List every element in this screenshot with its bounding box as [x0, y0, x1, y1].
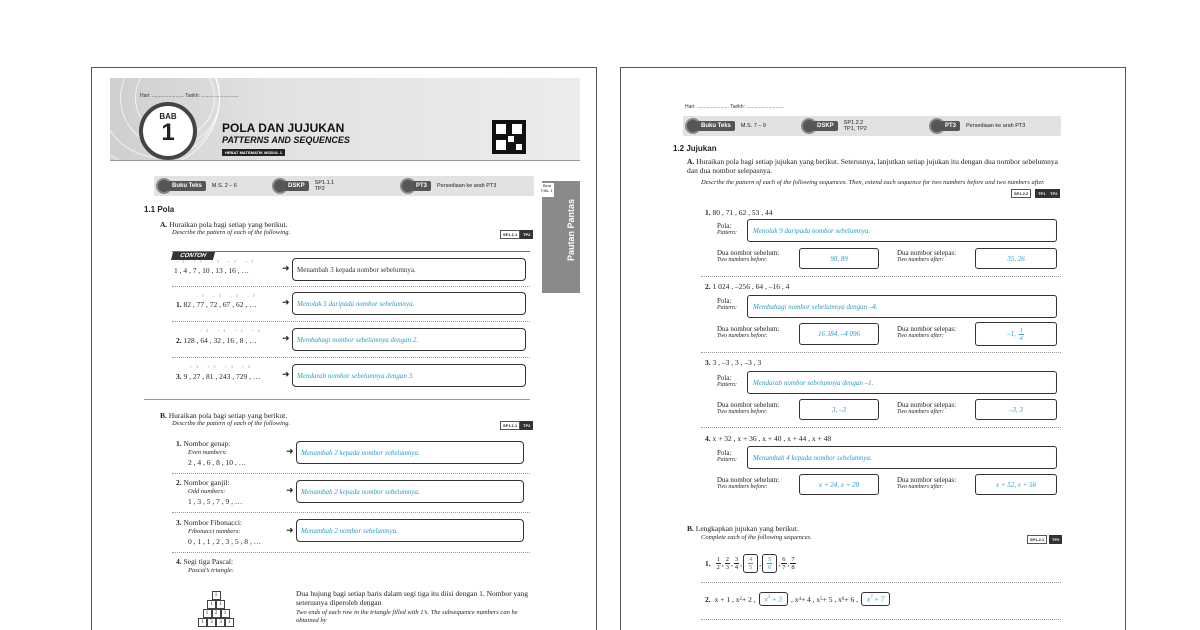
b-item-name-en: Odd numbers: — [188, 488, 226, 495]
after-label: Dua nombor selepas: — [897, 401, 957, 409]
example-banner: CONTOH — [172, 244, 530, 252]
before-label-en: Two numbers before: — [717, 333, 768, 339]
pola-label: Pola: — [717, 374, 732, 382]
divider — [172, 286, 530, 287]
chapter-label: BAB — [159, 112, 177, 121]
before-label: Dua nombor sebelum: — [717, 249, 780, 257]
pattern-answer-box[interactable]: Menolak 9 daripada nombor sebelumnya. — [747, 219, 1057, 242]
divider — [701, 582, 1061, 583]
section-rule — [144, 399, 530, 400]
pola-label: Pola: — [717, 449, 732, 457]
pt3-ref: PT3 Persediaan ke arah PT3 — [929, 118, 1025, 134]
b-item-name: 3. Nombor Fibonacci: — [176, 518, 243, 527]
tp-badge: TP2 — [520, 230, 533, 239]
divider — [172, 357, 530, 358]
question-A-text-en: Describe the pattern of each of the following. — [172, 229, 291, 236]
after-label: Dua nombor selepas: — [897, 249, 957, 257]
after-label-en: Two numbers after: — [897, 257, 944, 263]
pattern-label: Pattern: — [717, 457, 737, 463]
b-item-name-en: Even numbers: — [188, 449, 228, 456]
before-label-en: Two numbers before: — [717, 257, 768, 263]
textbook-ref: Buku Teks M.S. 7 – 9 — [685, 118, 766, 134]
example-sequence: 1 , 4 , 7 , 10 , 13 , 16 , … — [174, 266, 249, 275]
divider — [172, 552, 530, 553]
item-sequence: 4. x + 32 , x + 36 , x + 40 , x + 44 , x + 48 — [705, 434, 832, 443]
date-line: Hari: ....................... Tarikh: ........................... — [140, 93, 239, 99]
fraction-answer-box[interactable]: $\frac{5}{6}$ — [762, 554, 777, 573]
sp-badge: SP1.1.1 — [500, 421, 520, 430]
question-A-text: A. Huraikan pola bagi setiap yang berikut. — [160, 220, 288, 229]
divider — [701, 276, 1061, 277]
item-sequence: 2. 1 024 , –256 , 64 , –16 , 4 — [705, 282, 790, 291]
example-answer: Menambah 3 kepada nombor sebelumnya. — [292, 258, 526, 281]
chapter-badge — [139, 102, 197, 160]
b-item-sequence: 0 , 1 , 1 , 2 , 3 , 5 , 8 , … — [188, 537, 262, 546]
item-sequence: 1. 80 , 71 , 62 , 53 , 44 — [705, 208, 773, 217]
arrow-icon: ➜ — [286, 446, 294, 456]
right-page — [620, 67, 1126, 630]
pola-label: Pola: — [717, 297, 732, 305]
pascal-triangle — [198, 591, 234, 627]
b-item-sequence: 1 , 3 , 5 , 7 , 9 , … — [188, 497, 243, 506]
pascal-cell: 2 — [212, 609, 221, 618]
chapter-subtitle: PATTERNS AND SEQUENCES — [222, 135, 350, 145]
before-label: Dua nombor sebelum: — [717, 476, 780, 484]
before-answer-box[interactable]: 3, –3 — [799, 399, 879, 420]
reference-bar — [683, 116, 1061, 136]
question-B-text: B. Huraikan pola bagi setiap yang berikut. — [160, 411, 288, 420]
answer-box[interactable]: Menambah 2 kepada nombor sebelumnya. — [296, 480, 524, 503]
b-item-name-en: Pascal’s triangle: — [188, 567, 234, 574]
power-sequence: 2. x + 1 , x 2 + 2 , $x^3 + 3$ , x 4 + 4 , x 5 + 5 , x 6 + 6 , $x^7 + 7$ — [705, 592, 893, 606]
pattern-answer-box[interactable]: Membahagi nombor sebelumnya dengan –4. — [747, 295, 1057, 318]
b-item-name: 2. Nombor ganjil: — [176, 478, 230, 487]
pascal-cell: 1 — [198, 618, 207, 627]
section-title: 1.1 Pola — [144, 205, 175, 214]
pascal-cell: 1 — [207, 600, 216, 609]
item-sequence: 1. 82 , 77 , 72 , 67 , 62 , … — [176, 300, 257, 309]
after-answer-box[interactable]: –1, $\frac{1}{4}$ — [975, 322, 1057, 346]
pola-label: Pola: — [717, 222, 732, 230]
pattern-label: Pattern: — [717, 230, 737, 236]
pattern-answer-box[interactable]: Menambah 4 kepada nombor sebelumnya. — [747, 446, 1057, 469]
item-arrows: ×3 ×3 ×3 ×3 — [190, 364, 255, 369]
before-label-en: Two numbers before: — [717, 484, 768, 490]
reference-bar — [154, 176, 534, 196]
item-sequence: 3. 9 , 27 , 81 , 243 , 729 , … — [176, 372, 261, 381]
tp-badge: TP2 — [520, 421, 533, 430]
arrow-icon: ➜ — [282, 263, 290, 273]
after-label: Dua nombor selepas: — [897, 325, 957, 333]
question-A-text: A. Huraikan pola bagi setiap jujukan yang berikut. Seterusnya, lanjutkan setiap jujukan itu dengan dua nombor sebelumnya dan dua nombor selepasnya. — [687, 157, 1058, 175]
divider — [172, 512, 530, 513]
divider — [172, 473, 530, 474]
answer-box[interactable]: Menambah 2 kepada nombor sebelumnya. — [296, 441, 524, 464]
b-item-name-en: Fibonacci numbers: — [188, 528, 241, 535]
chapter-tag: HEBAT MATEMATIK MODUL 1 — [222, 149, 285, 156]
item-arrows: ÷2 ÷2 ÷2 ÷2 — [200, 328, 264, 333]
pascal-cell: 1 — [212, 591, 221, 600]
after-label-en: Two numbers after: — [897, 484, 944, 490]
chapter-title: POLA DAN JUJUKAN — [222, 121, 345, 135]
tp-badge: TP1 — [1035, 189, 1048, 198]
divider — [701, 619, 1061, 620]
dskp-ref: DSKP SP1.1.1 TP2 — [272, 178, 334, 194]
sp-badge: SP1.1.1 — [500, 230, 520, 239]
dskp-ref: DSKP SP1.2.2 TP1, TP2 — [801, 118, 867, 134]
after-answer-box[interactable]: 35, 26 — [975, 248, 1057, 269]
divider — [701, 427, 1061, 428]
answer-box[interactable]: Menambah 2 nombor sebelumnya. — [296, 519, 524, 542]
fraction-sequence: 1. $\frac{1}{2}$ , $\frac{2}{3}$ , $\frac{3}{4}$ , $\frac{4}{5}$ , $\frac{5}{6}$ , $\frac{6}{7}$ , $\frac{7}{8}$ — [705, 556, 795, 571]
power-answer-box[interactable]: $x^3 + 3$ — [759, 592, 788, 606]
before-label-en: Two numbers before: — [717, 409, 768, 415]
quick-link-tab[interactable] — [542, 181, 580, 293]
tp-badge: TP2 — [1047, 189, 1060, 198]
pascal-cell: 1 — [225, 618, 234, 627]
section-title: 1.2 Jujukan — [673, 144, 717, 153]
question-A-text-en: Describe the pattern of each of the following sequences. Then, extend each sequence for two numbers before and two numbers after. — [701, 179, 1045, 186]
before-answer-box[interactable]: x + 24, x + 28 — [799, 474, 879, 495]
pascal-cell: 1 — [221, 609, 230, 618]
chapter-number: 1 — [161, 119, 175, 146]
pascal-cell: 3 — [207, 618, 216, 627]
before-answer-box[interactable]: 98, 89 — [799, 248, 879, 269]
item-sequence: 2. 128 , 64 , 32 , 16 , 8 , … — [176, 336, 257, 345]
sp-badge: SP1.2.1 — [1027, 535, 1047, 544]
item-sequence: 3. 3 , –3 , 3 , –3 , 3 — [705, 358, 762, 367]
pascal-cell: 1 — [216, 600, 225, 609]
before-label: Dua nombor sebelum: — [717, 401, 780, 409]
side-tab-label: Pautan Pantas — [566, 199, 576, 262]
arrow-icon: ➜ — [286, 485, 294, 495]
left-page — [91, 67, 597, 630]
pascal-cell: 3 — [216, 618, 225, 627]
question-B-text-en: Describe the pattern of each of the following. — [172, 420, 291, 427]
pascal-description-en: Two ends of each row in the triangle filled with 1’s. The subsequence numbers can be obtained by — [296, 609, 518, 624]
before-answer-box[interactable]: 16 384, –4 096 — [799, 323, 879, 345]
divider — [701, 352, 1061, 353]
after-answer-box[interactable]: –3, 3 — [975, 399, 1057, 420]
example-arrows: +3 +3 +3 +3 +3 — [176, 259, 258, 264]
arrow-icon: ➜ — [282, 333, 290, 343]
after-label-en: Two numbers after: — [897, 409, 944, 415]
arrow-icon: ➜ — [282, 369, 290, 379]
fraction-answer-box[interactable]: $\frac{4}{5}$ — [743, 554, 758, 573]
date-line: Hari: ....................... Tarikh: ........................... — [685, 104, 784, 110]
pascal-description: Dua hujung bagi setiap baris dalam segi tiga itu diisi dengan 1. Nombor yang seterusnya diperoleh dengan — [296, 589, 529, 607]
item-arrows: –5 –5 –5 –5 — [196, 293, 259, 298]
pascal-cell: 1 — [203, 609, 212, 618]
pt3-ref: PT3 Persediaan ke arah PT3 — [400, 178, 496, 194]
answer-box[interactable]: Menolak 5 daripada nombor sebelumnya. — [292, 292, 526, 315]
side-tab-mini-label: Bina FAIL 1 — [540, 183, 554, 197]
after-label-en: Two numbers after: — [897, 333, 944, 339]
sp-badge: SP1.2.2 — [1011, 189, 1031, 198]
arrow-icon: ➜ — [286, 525, 294, 535]
pattern-label: Pattern: — [717, 305, 737, 311]
pattern-label: Pattern: — [717, 382, 737, 388]
arrow-icon: ➜ — [282, 297, 290, 307]
b-item-sequence: 2 , 4 , 6 , 8 , 10 , … — [188, 458, 247, 467]
divider — [172, 321, 530, 322]
textbook-ref: Buku Teks M.S. 2 – 6 — [156, 178, 237, 194]
after-label: Dua nombor selepas: — [897, 476, 957, 484]
tp-badge: TP2 — [1049, 535, 1062, 544]
power-answer-box[interactable]: $x^7 + 7$ — [861, 592, 890, 606]
b-item-name: 1. Nombor genap: — [176, 439, 231, 448]
answer-box[interactable]: Membahagi nombor sebelumnya dengan 2. — [292, 328, 526, 351]
pattern-answer-box[interactable]: Mendarab nombor sebelumnya dengan –1. — [747, 371, 1057, 394]
qr-code-icon[interactable] — [492, 120, 526, 154]
header-rule — [110, 160, 580, 161]
b-item-name: 4. Segi tiga Pascal: — [176, 557, 234, 566]
after-answer-box[interactable]: x + 52, x + 56 — [975, 474, 1057, 495]
before-label: Dua nombor sebelum: — [717, 325, 780, 333]
question-B-text-en: Complete each of the following sequences. — [701, 534, 812, 541]
question-B-text: B. Lengkapkan jujukan yang berikut. — [687, 524, 799, 533]
answer-box[interactable]: Mendarab nombor sebelumnya dengan 3. — [292, 364, 526, 387]
